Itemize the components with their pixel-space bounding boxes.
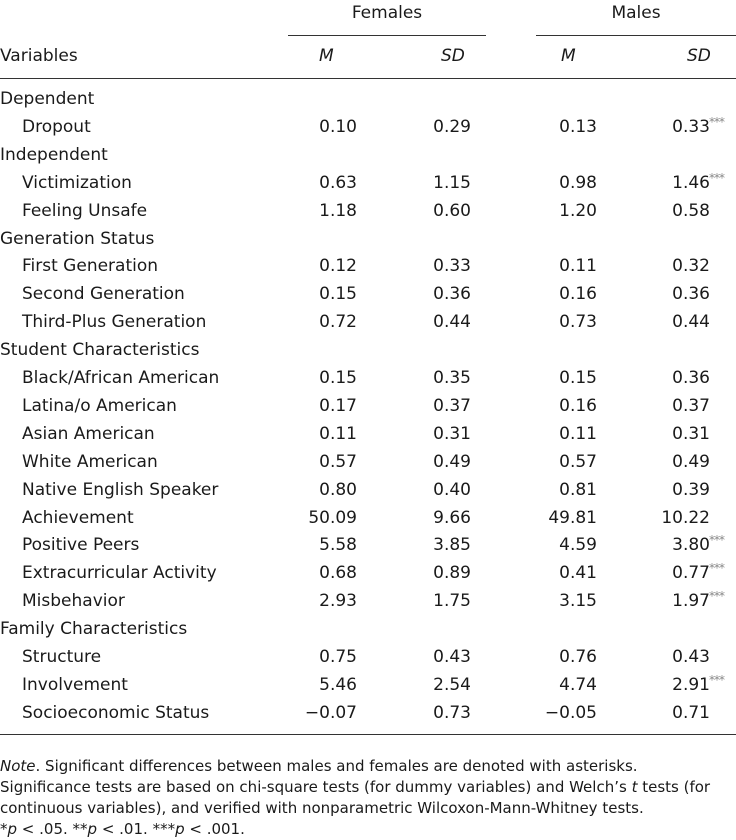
females-sd-cell: 9.66 (433, 507, 471, 528)
table-row (0, 170, 736, 201)
table-row (0, 480, 736, 508)
significance-marker: *** (709, 589, 724, 604)
section-row (0, 619, 736, 647)
table-row (0, 368, 736, 396)
variable-label: Positive Peers (22, 535, 140, 556)
table-row (0, 591, 736, 619)
significance-marker: *** (709, 114, 724, 129)
section-row (0, 145, 736, 173)
females-mean-cell: 0.63 (319, 172, 357, 193)
table-row (0, 535, 736, 563)
males-sd-cell: 0.32 (672, 256, 710, 277)
variable-label: Socioeconomic Status (22, 702, 210, 723)
section-label: Family Characteristics (0, 619, 188, 640)
males-mean-cell: −0.05 (544, 702, 597, 723)
significance-marker: *** (709, 672, 724, 687)
females-sd-cell: 0.31 (433, 423, 471, 444)
females-sd-cell: 2.54 (433, 674, 471, 695)
females-sd-cell: 0.44 (433, 312, 471, 333)
females-mean-cell: 0.15 (319, 368, 357, 388)
females-sd-cell: 0.43 (433, 647, 471, 667)
females-mean-cell: 5.46 (319, 674, 357, 695)
column-header-females-sd: SD (441, 46, 465, 66)
males-sd-cell: 0.36 (672, 368, 710, 388)
males-sd-cell: 3.80 (672, 535, 710, 556)
significance-marker: *** (709, 533, 724, 548)
table-row (0, 256, 736, 284)
females-mean-cell: 0.57 (319, 451, 357, 472)
group-header-females: Females (351, 3, 423, 23)
males-mean-cell: 1.20 (559, 200, 597, 221)
variable-label: Extracurricular Activity (22, 563, 217, 584)
males-sd-cell: 0.36 (672, 284, 710, 305)
males-sd-cell: 0.37 (672, 395, 710, 416)
variable-label: Third-Plus Generation (22, 312, 207, 333)
males-sd-cell: 0.33 (672, 116, 710, 137)
variable-label: Structure (22, 647, 102, 667)
variable-label: Feeling Unsafe (22, 200, 148, 221)
note-line-4: *p < .05. **p < .01. ***p < .001. (0, 820, 245, 838)
group-header-males: Males (611, 3, 661, 23)
females-mean-cell: 50.09 (308, 507, 357, 528)
table-row (0, 284, 736, 312)
females-mean-cell: 0.15 (319, 284, 357, 305)
females-sd-cell: 0.37 (433, 395, 471, 416)
males-sd-cell: 0.77 (672, 563, 710, 584)
column-header-females-m: M (319, 46, 334, 66)
variable-label: Second Generation (22, 284, 185, 305)
males-sd-cell: 0.71 (672, 702, 710, 723)
variable-label: Victimization (22, 172, 132, 193)
females-sd-cell: 0.29 (433, 116, 471, 137)
males-sd-cell: 0.43 (672, 647, 710, 667)
bottom-rule (0, 734, 736, 735)
females-mean-cell: 0.11 (319, 423, 357, 444)
females-sd-cell: 0.73 (433, 702, 471, 723)
variable-label: Involvement (22, 674, 128, 695)
males-sd-cell: 0.31 (672, 423, 710, 444)
section-row (0, 229, 736, 257)
table-row (0, 647, 736, 675)
section-label: Student Characteristics (0, 340, 200, 361)
males-mean-cell: 0.16 (559, 395, 597, 416)
table-row (0, 703, 736, 731)
males-mean-cell: 0.13 (559, 116, 597, 137)
females-mean-cell: 0.75 (319, 647, 357, 667)
females-mean-cell: 0.80 (319, 479, 357, 500)
males-mean-cell: 0.41 (559, 563, 597, 584)
variable-label: Misbehavior (22, 591, 125, 612)
column-header-males-m: M (561, 46, 576, 66)
males-sd-cell: 0.49 (672, 451, 710, 472)
variable-label: Black/African American (22, 368, 220, 388)
females-mean-cell: 0.10 (319, 116, 357, 137)
males-mean-cell: 0.11 (559, 423, 597, 444)
males-sd-cell: 0.58 (672, 200, 710, 221)
males-mean-cell: 0.15 (559, 368, 597, 388)
males-mean-cell: 0.98 (559, 172, 597, 193)
females-sd-cell: 0.40 (433, 479, 471, 500)
table-row (0, 452, 736, 480)
table-row (0, 114, 736, 145)
variable-label: Latina/o American (22, 395, 177, 416)
males-mean-cell: 4.59 (559, 535, 597, 556)
header-rule (0, 78, 736, 79)
females-sd-cell: 0.33 (433, 256, 471, 277)
males-sd-cell: 10.22 (661, 507, 710, 528)
males-mean-cell: 0.81 (559, 479, 597, 500)
table-row (0, 508, 736, 536)
variable-label: Asian American (22, 423, 155, 444)
females-mean-cell: 1.18 (319, 200, 357, 221)
section-label: Independent (0, 144, 108, 165)
males-mean-cell: 4.74 (559, 674, 597, 695)
section-label: Generation Status (0, 228, 155, 249)
group-rule-females (288, 35, 486, 36)
variable-label: Dropout (22, 116, 91, 137)
females-mean-cell: 0.68 (319, 563, 357, 584)
females-sd-cell: 3.85 (433, 535, 471, 556)
females-sd-cell: 1.15 (433, 172, 471, 193)
section-row (0, 89, 736, 117)
females-sd-cell: 0.36 (433, 284, 471, 305)
females-sd-cell: 0.35 (433, 368, 471, 388)
variable-label: White American (22, 451, 158, 472)
males-mean-cell: 0.76 (559, 647, 597, 667)
males-sd-cell: 0.39 (672, 479, 710, 500)
section-row (0, 340, 736, 368)
females-mean-cell: 5.58 (319, 535, 357, 556)
note-lead: Note (0, 757, 36, 775)
group-rule-males (536, 35, 736, 36)
note-line-3: continuous variables), and verified with nonparametric Wilcoxon-Mann-Whitney tests. (0, 799, 644, 817)
males-sd-cell: 1.46 (672, 172, 710, 193)
females-mean-cell: 0.72 (319, 312, 357, 333)
females-sd-cell: 0.49 (433, 451, 471, 472)
males-mean-cell: 49.81 (548, 507, 597, 528)
males-sd-cell: 0.44 (672, 312, 710, 333)
males-mean-cell: 0.73 (559, 312, 597, 333)
females-sd-cell: 0.89 (433, 563, 471, 584)
females-mean-cell: 0.17 (319, 395, 357, 416)
females-sd-cell: 0.60 (433, 200, 471, 221)
variable-label: First Generation (22, 256, 159, 277)
males-mean-cell: 0.11 (559, 256, 597, 277)
table-note (0, 756, 736, 840)
females-mean-cell: 0.12 (319, 256, 357, 277)
variable-label: Native English Speaker (22, 479, 219, 500)
males-mean-cell: 3.15 (559, 591, 597, 612)
males-sd-cell: 1.97 (672, 591, 710, 612)
males-sd-cell: 2.91 (672, 674, 710, 695)
table-row (0, 672, 736, 703)
table-row (0, 396, 736, 424)
table-row (0, 201, 736, 229)
note-line-2: Significance tests are based on chi-square tests (for dummy variables) and Welch’s t tests (for (0, 778, 711, 796)
note-line-1: Note. Significant differences between males and females are denoted with asterisks. (0, 757, 638, 775)
column-header-variables: Variables (0, 46, 78, 66)
table-row (0, 563, 736, 591)
males-mean-cell: 0.57 (559, 451, 597, 472)
table-row (0, 424, 736, 452)
significance-marker: *** (709, 561, 724, 576)
column-header-males-sd: SD (687, 46, 711, 66)
males-mean-cell: 0.16 (559, 284, 597, 305)
significance-marker: *** (709, 170, 724, 185)
females-mean-cell: −0.07 (304, 702, 357, 723)
females-sd-cell: 1.75 (433, 591, 471, 612)
females-mean-cell: 2.93 (319, 591, 357, 612)
section-label: Dependent (0, 89, 95, 109)
variable-label: Achievement (22, 507, 134, 528)
table-row (0, 312, 736, 340)
